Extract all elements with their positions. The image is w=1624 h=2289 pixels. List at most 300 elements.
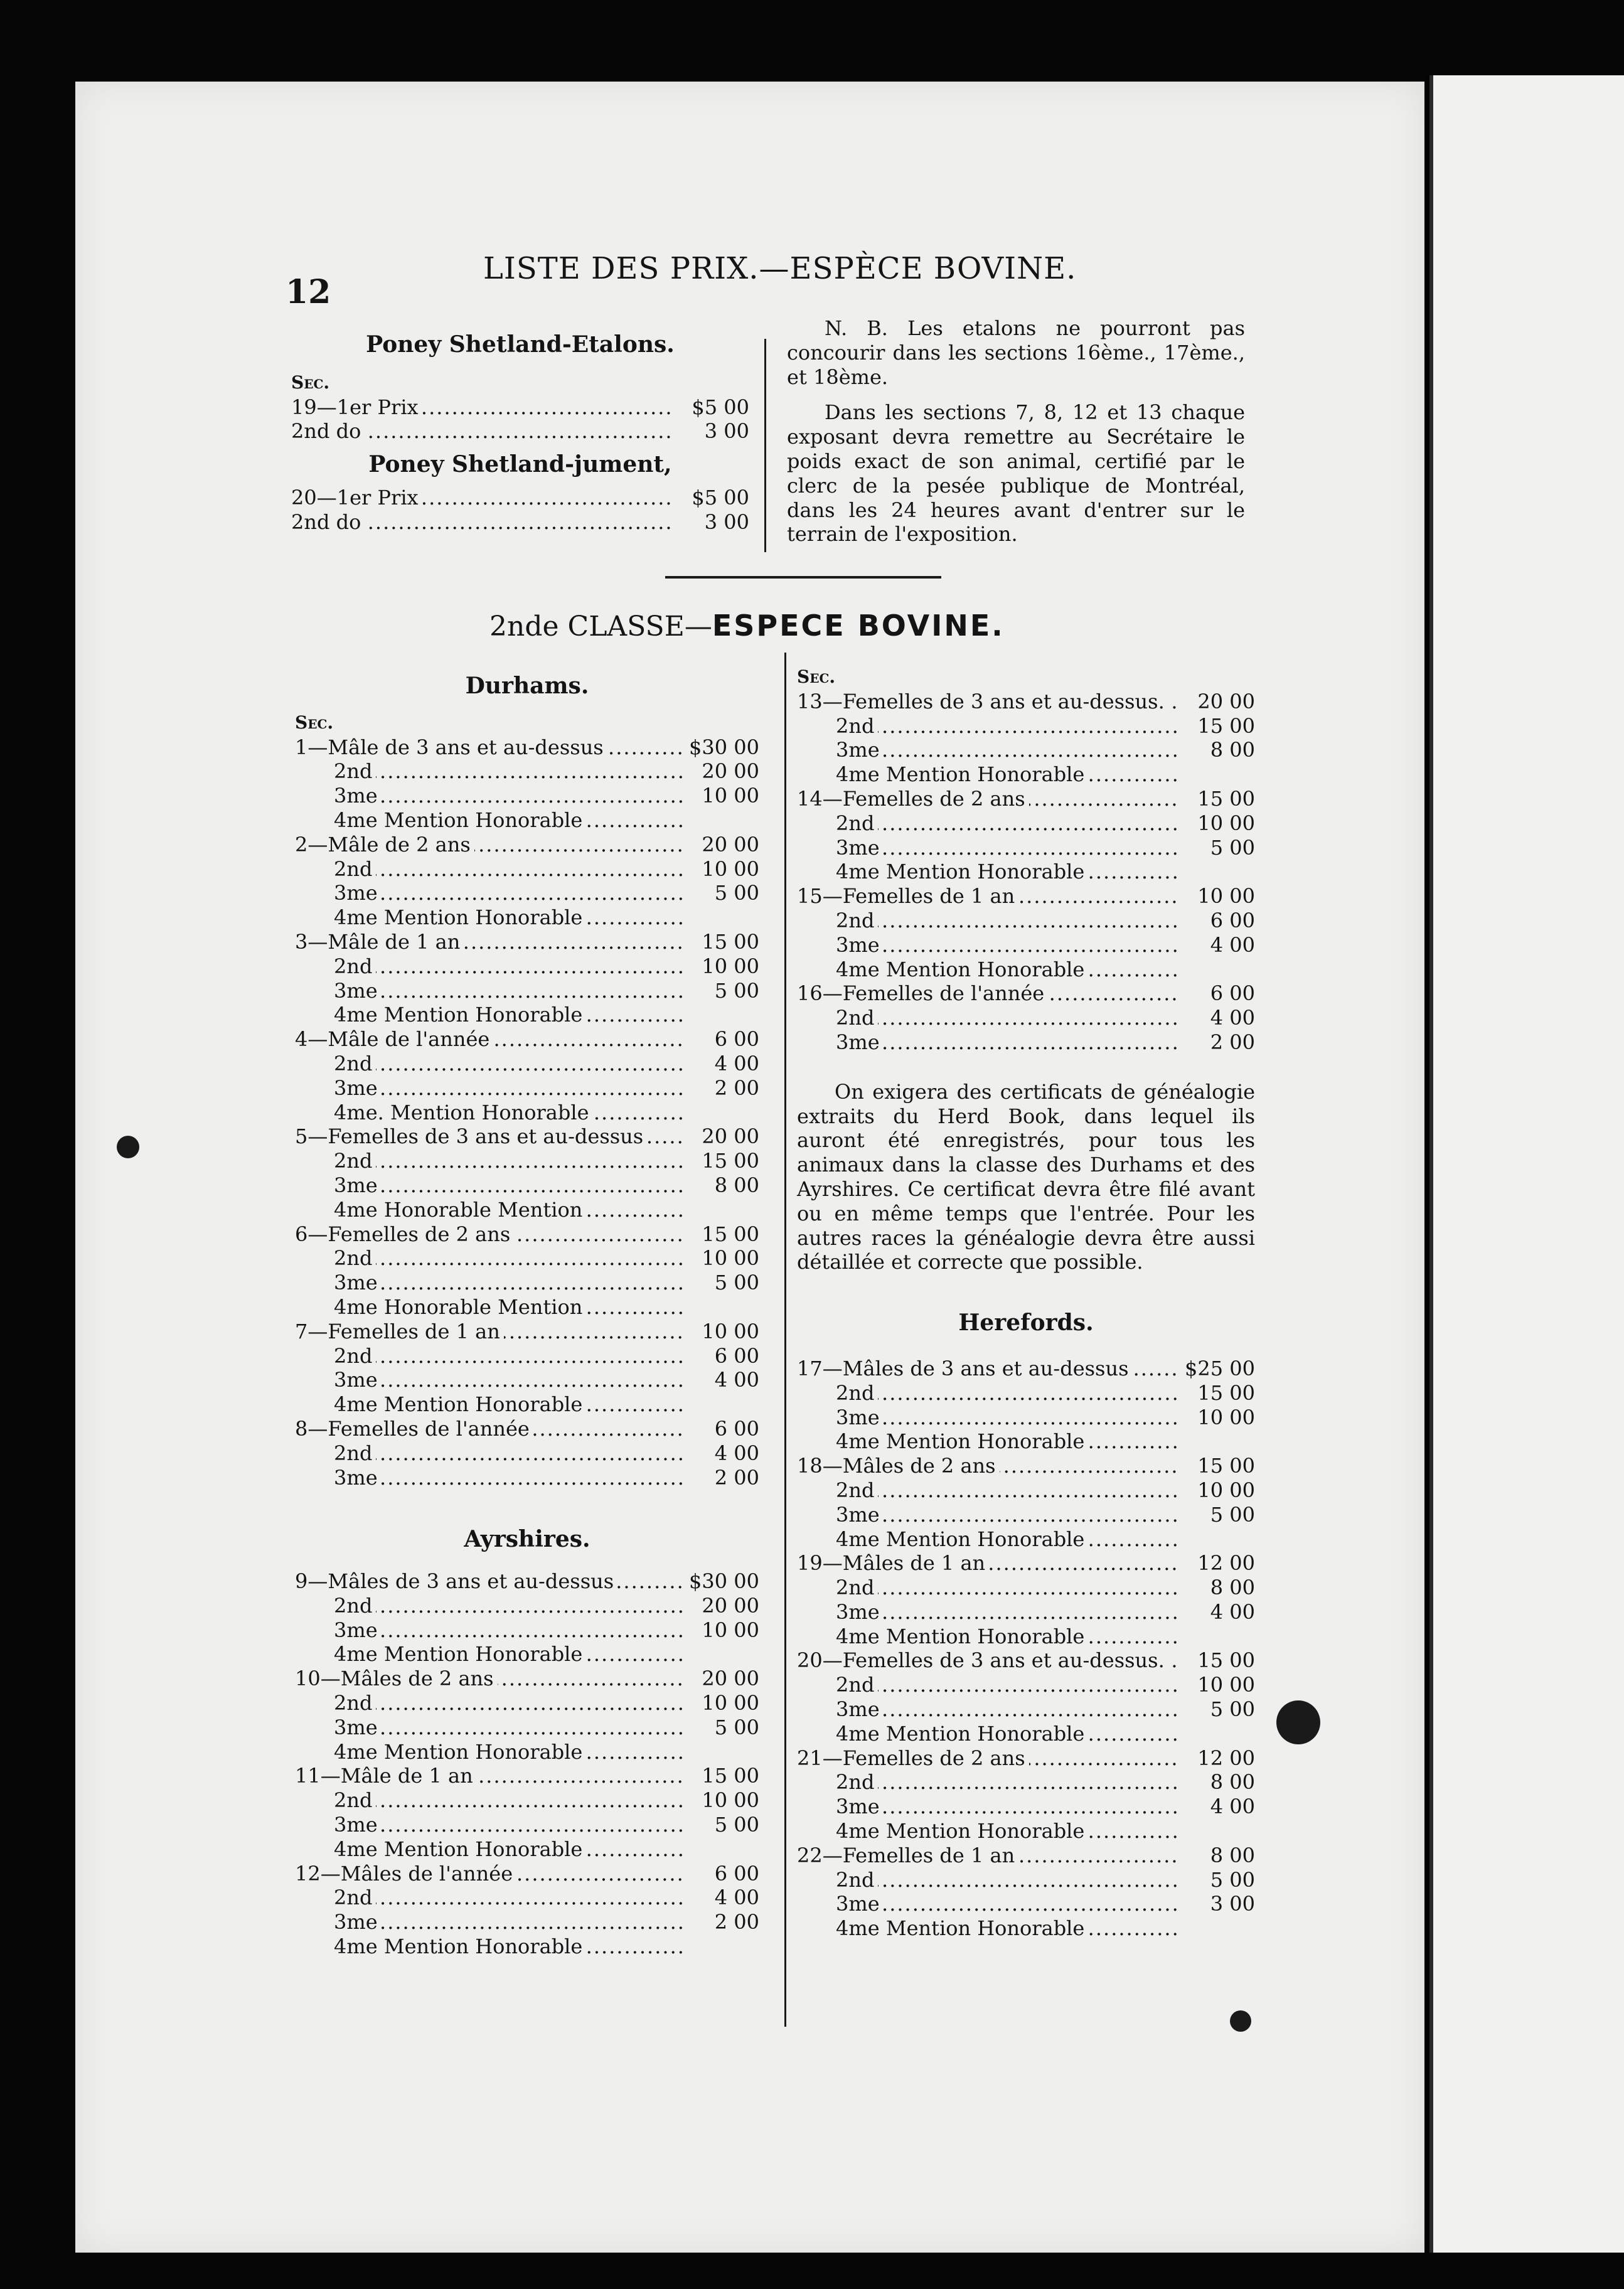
prize-row bbox=[797, 884, 1255, 909]
dot-leader bbox=[836, 1697, 1180, 1722]
dot-leader bbox=[334, 784, 684, 808]
prize-label: 8—Femelles de l'année bbox=[295, 1417, 533, 1441]
prize-row bbox=[291, 486, 749, 510]
prize-label: 16—Femelles de l'année bbox=[797, 981, 1048, 1006]
prize-label: 2nd bbox=[334, 1691, 376, 1715]
prize-row bbox=[797, 1868, 1255, 1892]
prize-row bbox=[797, 909, 1255, 933]
prize-row bbox=[797, 836, 1255, 860]
prize-row bbox=[295, 1101, 759, 1125]
prize-amount: 20 00 bbox=[702, 759, 759, 784]
prize-label: 6—Femelles de 2 ans bbox=[295, 1222, 514, 1247]
prize-row bbox=[295, 1027, 759, 1052]
dot-leader bbox=[836, 909, 1180, 933]
prize-row bbox=[797, 1843, 1255, 1868]
dot-leader bbox=[836, 1030, 1180, 1055]
prize-amount: 8 00 bbox=[1210, 1843, 1255, 1867]
prize-amount: $30 00 bbox=[689, 735, 759, 759]
prize-amount: 10 00 bbox=[1197, 1405, 1255, 1429]
prize-label: 3me bbox=[334, 1271, 382, 1295]
prize-label: 13—Femelles de 3 ans et au-dessus. bbox=[797, 690, 1168, 714]
prize-row bbox=[295, 1667, 759, 1691]
prize-label: 4me. Mention Honorable bbox=[334, 1101, 593, 1125]
dot-leader bbox=[836, 1381, 1180, 1406]
dot-leader bbox=[836, 1478, 1180, 1503]
prize-amount: 8 00 bbox=[1210, 1770, 1255, 1795]
dot-leader bbox=[836, 1673, 1180, 1697]
ayrshires-title: Ayrshires. bbox=[464, 1526, 590, 1553]
prize-label: 20—Femelles de 3 ans et au-dessus. bbox=[797, 1648, 1168, 1673]
prize-label: 5—Femelles de 3 ans et au-dessus bbox=[295, 1124, 647, 1149]
prize-amount: 5 00 bbox=[1210, 1502, 1255, 1527]
prize-amount: 5 00 bbox=[714, 978, 759, 1003]
prize-row bbox=[295, 1813, 759, 1837]
prize-row bbox=[797, 1648, 1255, 1673]
prize-amount: 20 00 bbox=[1197, 689, 1255, 713]
prize-amount: 10 00 bbox=[702, 954, 759, 978]
prize-amount: 5 00 bbox=[1210, 1697, 1255, 1722]
dot-leader bbox=[836, 1795, 1180, 1819]
prize-label: 3me bbox=[836, 1892, 884, 1916]
prize-label: 1—Mâle de 3 ans et au-dessus bbox=[295, 735, 607, 760]
prize-label: 4me Mention Honorable bbox=[334, 1642, 586, 1667]
dot-leader bbox=[334, 1271, 684, 1295]
prize-row bbox=[295, 905, 759, 930]
prize-row bbox=[295, 1222, 759, 1247]
column-divider-top bbox=[764, 339, 766, 552]
prize-amount: 4 00 bbox=[1210, 1599, 1255, 1624]
class-title bbox=[489, 609, 1005, 643]
prize-row bbox=[797, 690, 1255, 714]
prize-label: 3me bbox=[836, 1030, 884, 1055]
dot-leader bbox=[836, 1892, 1180, 1916]
prize-row bbox=[295, 1764, 759, 1788]
prize-amount: 4 00 bbox=[714, 1051, 759, 1075]
prize-row bbox=[797, 738, 1255, 762]
prize-label: 3me bbox=[836, 933, 884, 958]
prize-amount: 4 00 bbox=[1210, 932, 1255, 957]
prize-label: 3me bbox=[836, 738, 884, 762]
prize-row bbox=[295, 1246, 759, 1271]
prize-row bbox=[797, 860, 1255, 884]
prize-label: 4me Mention Honorable bbox=[836, 1722, 1088, 1746]
dot-leader bbox=[334, 1715, 684, 1740]
prize-amount: 20 00 bbox=[702, 1667, 759, 1691]
prize-row bbox=[295, 1618, 759, 1643]
prize-row bbox=[797, 1746, 1255, 1771]
prize-row bbox=[295, 930, 759, 954]
prize-amount: 15 00 bbox=[1197, 713, 1255, 738]
prize-label: 2nd do bbox=[291, 419, 365, 444]
prize-amount: 15 00 bbox=[702, 1764, 759, 1788]
prize-label: 7—Femelles de 1 an bbox=[295, 1320, 504, 1344]
prize-row bbox=[797, 1478, 1255, 1503]
dot-leader bbox=[334, 759, 684, 784]
note-nb: N. B. Les etalons ne pourront pas concourir dans les sections 16ème., 17ème., et 18ème. bbox=[787, 316, 1245, 389]
prize-label: 14—Femelles de 2 ans bbox=[797, 787, 1029, 811]
prize-row bbox=[797, 958, 1255, 982]
prize-amount: 2 00 bbox=[1210, 1030, 1255, 1054]
prize-amount: 5 00 bbox=[714, 881, 759, 905]
prize-row bbox=[295, 1052, 759, 1076]
prize-row bbox=[797, 1454, 1255, 1478]
prize-amount: 3 00 bbox=[704, 419, 749, 444]
dot-leader bbox=[334, 1886, 684, 1910]
prize-amount: 5 00 bbox=[1210, 835, 1255, 860]
prize-amount: 2 00 bbox=[714, 1465, 759, 1490]
prize-row bbox=[797, 1673, 1255, 1697]
prize-row bbox=[295, 1149, 759, 1173]
prize-row bbox=[295, 1392, 759, 1417]
prize-label: 17—Mâles de 3 ans et au-dessus bbox=[797, 1357, 1133, 1381]
prize-label: 2nd bbox=[334, 1246, 376, 1271]
prize-amount: 10 00 bbox=[1197, 884, 1255, 909]
prize-label: 2nd bbox=[836, 811, 878, 836]
prize-label: 2nd bbox=[334, 857, 376, 882]
prize-label: 2nd bbox=[836, 1381, 878, 1406]
prize-amount: 8 00 bbox=[1210, 1576, 1255, 1600]
sec-label: Sec. bbox=[295, 712, 334, 733]
prize-label: 2nd bbox=[334, 1788, 376, 1813]
prize-amount: 3 00 bbox=[1210, 1892, 1255, 1916]
prize-row bbox=[295, 759, 759, 784]
prize-label: 4me Mention Honorable bbox=[334, 1934, 586, 1959]
prize-amount: 2 00 bbox=[714, 1075, 759, 1100]
prize-amount: 15 00 bbox=[1197, 786, 1255, 811]
prize-amount: 20 00 bbox=[702, 832, 759, 856]
dot-leader bbox=[836, 1406, 1180, 1430]
dot-leader bbox=[334, 1246, 684, 1271]
prize-row bbox=[797, 1819, 1255, 1843]
prize-label: 2nd bbox=[836, 1576, 878, 1600]
facing-page-edge bbox=[1429, 75, 1624, 2253]
note-poids: Dans les sections 7, 8, 12 et 13 chaque exposant devra remettre au Secrétaire le poids exact de son animal, certifié par le clerc de la pesée publique de Montréal, dans les 24 heures avant d'entrer sur le terrain de l'exposition. bbox=[787, 400, 1245, 547]
prize-row bbox=[295, 808, 759, 833]
prize-row bbox=[295, 1715, 759, 1740]
prize-label: 11—Mâle de 1 an bbox=[295, 1764, 477, 1788]
prize-label: 4me Mention Honorable bbox=[836, 1429, 1088, 1454]
prize-row bbox=[797, 811, 1255, 836]
prize-label: 2nd do bbox=[291, 510, 365, 535]
prize-label: 4—Mâle de l'année bbox=[295, 1027, 493, 1052]
prize-row bbox=[797, 1770, 1255, 1795]
prize-amount: 12 00 bbox=[1197, 1746, 1255, 1770]
dot-leader bbox=[334, 1173, 684, 1198]
dot-leader bbox=[334, 1466, 684, 1490]
prize-row bbox=[797, 1916, 1255, 1941]
poney-jument-title: Poney Shetland-jument, bbox=[368, 451, 672, 478]
prize-label: 2nd bbox=[836, 1868, 878, 1892]
prize-amount: $5 00 bbox=[692, 485, 749, 510]
prize-row bbox=[295, 1466, 759, 1490]
prize-row bbox=[295, 784, 759, 808]
prize-row bbox=[797, 1795, 1255, 1819]
prize-amount: 4 00 bbox=[714, 1441, 759, 1465]
prize-label: 3me bbox=[334, 1813, 382, 1837]
prize-label: 4me Mention Honorable bbox=[836, 1527, 1088, 1552]
prize-row bbox=[797, 933, 1255, 958]
prize-row bbox=[295, 1344, 759, 1369]
prize-row bbox=[295, 881, 759, 905]
prize-label: 3me bbox=[836, 1697, 884, 1722]
prize-label: 3me bbox=[334, 1076, 382, 1101]
prize-label: 4me Honorable Mention bbox=[334, 1198, 586, 1222]
right-column bbox=[797, 665, 1255, 1941]
prize-label: 2nd bbox=[836, 909, 878, 933]
prize-row bbox=[291, 395, 749, 420]
prize-label: 10—Mâles de 2 ans bbox=[295, 1667, 498, 1691]
prize-row bbox=[295, 1368, 759, 1392]
prize-row bbox=[797, 1030, 1255, 1055]
dot-leader bbox=[836, 836, 1180, 860]
dot-leader bbox=[334, 857, 684, 882]
prize-row bbox=[797, 1503, 1255, 1527]
prize-row bbox=[797, 1697, 1255, 1722]
prize-amount: 15 00 bbox=[702, 929, 759, 954]
page-number: 12 bbox=[286, 273, 331, 311]
prize-label: 2nd bbox=[334, 954, 376, 979]
prize-row bbox=[797, 1551, 1255, 1576]
prize-amount: 8 00 bbox=[714, 1173, 759, 1197]
prize-row bbox=[295, 1910, 759, 1934]
prize-label: 3me bbox=[836, 1503, 884, 1527]
prize-amount: 4 00 bbox=[714, 1368, 759, 1392]
ink-blot-bottom bbox=[1230, 2010, 1251, 2032]
prize-row bbox=[797, 1429, 1255, 1454]
prize-label: 3me bbox=[334, 1368, 382, 1392]
prize-row bbox=[797, 1527, 1255, 1552]
prize-amount: 6 00 bbox=[714, 1861, 759, 1886]
prize-label: 18—Mâles de 2 ans bbox=[797, 1454, 1000, 1478]
prize-label: 4me Mention Honorable bbox=[836, 1625, 1088, 1649]
prize-amount: 20 00 bbox=[702, 1593, 759, 1618]
dot-leader bbox=[334, 881, 684, 905]
prize-amount: 15 00 bbox=[1197, 1380, 1255, 1405]
prize-amount: 6 00 bbox=[1210, 908, 1255, 932]
prize-amount: 10 00 bbox=[702, 1788, 759, 1813]
dot-leader bbox=[836, 1576, 1180, 1600]
prize-label: 2nd bbox=[334, 1344, 376, 1369]
prize-label: 4me Mention Honorable bbox=[334, 808, 586, 833]
dot-leader bbox=[836, 1503, 1180, 1527]
prize-label: 4me Mention Honorable bbox=[334, 1003, 586, 1027]
dot-leader bbox=[836, 933, 1180, 958]
prize-amount: 10 00 bbox=[702, 1618, 759, 1642]
prize-label: 2nd bbox=[836, 1006, 878, 1030]
prize-row bbox=[797, 1381, 1255, 1406]
prize-row bbox=[295, 857, 759, 882]
dot-leader bbox=[836, 811, 1180, 836]
prize-label: 20—1er Prix bbox=[291, 486, 422, 510]
dot-leader bbox=[334, 1594, 684, 1618]
prize-label: 3me bbox=[836, 1600, 884, 1625]
prize-label: 21—Femelles de 2 ans bbox=[797, 1746, 1029, 1771]
class-title-main: ESPECE BOVINE. bbox=[712, 609, 1005, 643]
prize-label: 4me Honorable Mention bbox=[334, 1295, 586, 1320]
prize-amount: 5 00 bbox=[714, 1271, 759, 1295]
prize-amount: 10 00 bbox=[702, 856, 759, 881]
dot-leader bbox=[334, 1813, 684, 1837]
prize-row bbox=[295, 1320, 759, 1344]
prize-label: 19—Mâles de 1 an bbox=[797, 1551, 989, 1576]
dot-leader bbox=[836, 1600, 1180, 1625]
prize-amount: $25 00 bbox=[1185, 1356, 1255, 1380]
dot-leader bbox=[334, 1910, 684, 1934]
prize-amount: 12 00 bbox=[1197, 1551, 1255, 1576]
sec-label: Sec. bbox=[291, 371, 330, 393]
prize-row bbox=[295, 1740, 759, 1764]
prize-label: 2nd bbox=[334, 1886, 376, 1910]
prize-amount: 2 00 bbox=[714, 1910, 759, 1934]
ink-blot-left bbox=[117, 1136, 139, 1158]
prize-amount: 15 00 bbox=[702, 1149, 759, 1173]
herefords-title: Herefords. bbox=[958, 1310, 1094, 1337]
dot-leader bbox=[836, 738, 1180, 762]
prize-label: 2nd bbox=[836, 1770, 878, 1795]
prize-amount: 6 00 bbox=[1210, 981, 1255, 1006]
prize-label: 3me bbox=[334, 784, 382, 808]
prize-amount: 3 00 bbox=[704, 510, 749, 534]
prize-amount: 4 00 bbox=[1210, 1006, 1255, 1030]
poney-section bbox=[291, 333, 749, 535]
prize-amount: 4 00 bbox=[714, 1886, 759, 1910]
prize-label: 4me Mention Honorable bbox=[836, 1916, 1088, 1941]
prize-amount: 4 00 bbox=[1210, 1795, 1255, 1819]
prize-label: 3me bbox=[334, 1618, 382, 1643]
prize-row bbox=[797, 762, 1255, 787]
prize-label: 2—Mâle de 2 ans bbox=[295, 833, 474, 857]
prize-label: 4me Mention Honorable bbox=[334, 1837, 586, 1862]
prize-label: 2nd bbox=[334, 759, 376, 784]
prize-amount: 10 00 bbox=[1197, 1478, 1255, 1502]
prize-row bbox=[291, 510, 749, 535]
genealogy-note: On exigera des certificats de généalogie extraits du Herd Book, dans lequel ils auront été enregistrés, pour tous les animaux dans la classe des Durhams et des Ayrshires. Ce certificat devra être filé avant ou en même temps que l'entrée. Pour les autres races la généalogie devra être aussi détaillée et correcte que possible. bbox=[797, 1079, 1255, 1274]
prize-row bbox=[797, 1006, 1255, 1030]
prize-label: 2nd bbox=[334, 1441, 376, 1466]
prize-row bbox=[797, 714, 1255, 739]
dot-leader bbox=[836, 1006, 1180, 1030]
prize-row bbox=[295, 1788, 759, 1813]
column-divider-main bbox=[784, 653, 786, 2027]
prize-row bbox=[295, 1569, 759, 1594]
dot-leader bbox=[836, 714, 1180, 739]
prize-row bbox=[797, 1357, 1255, 1381]
prize-label: 4me Mention Honorable bbox=[836, 762, 1088, 787]
prize-row bbox=[295, 979, 759, 1003]
dot-leader bbox=[334, 1788, 684, 1813]
prize-row bbox=[295, 1837, 759, 1862]
prize-row bbox=[797, 1892, 1255, 1916]
prize-amount: 6 00 bbox=[714, 1027, 759, 1052]
prize-row bbox=[797, 1722, 1255, 1746]
sec-label: Sec. bbox=[797, 666, 836, 687]
prize-row bbox=[295, 1271, 759, 1295]
prize-label: 22—Femelles de 1 an bbox=[797, 1843, 1018, 1868]
prize-row bbox=[295, 1124, 759, 1149]
section-rule bbox=[665, 576, 941, 579]
prize-label: 3me bbox=[334, 1715, 382, 1740]
dot-leader bbox=[334, 1076, 684, 1101]
dot-leader bbox=[334, 1149, 684, 1173]
prize-row bbox=[295, 1173, 759, 1198]
page-header: LISTE DES PRIX.—ESPÈCE BOVINE. bbox=[483, 251, 1077, 286]
prize-label: 3me bbox=[836, 1406, 884, 1430]
prize-label: 3me bbox=[334, 1173, 382, 1198]
prize-amount: 20 00 bbox=[702, 1124, 759, 1149]
prize-label: 2nd bbox=[836, 1673, 878, 1697]
prize-label: 3me bbox=[836, 836, 884, 860]
prize-amount: 6 00 bbox=[714, 1343, 759, 1368]
prize-label: 19—1er Prix bbox=[291, 395, 422, 420]
prize-row bbox=[797, 981, 1255, 1006]
prize-amount: 5 00 bbox=[714, 1813, 759, 1837]
dot-leader bbox=[836, 1770, 1180, 1795]
dot-leader bbox=[334, 1441, 684, 1466]
prize-label: 4me Mention Honorable bbox=[334, 1392, 586, 1417]
prize-label: 4me Mention Honorable bbox=[836, 860, 1088, 884]
prize-row bbox=[295, 1417, 759, 1441]
prize-label: 2nd bbox=[836, 714, 878, 739]
prize-row bbox=[295, 1076, 759, 1101]
prize-amount: 10 00 bbox=[1197, 1673, 1255, 1697]
prize-amount: 15 00 bbox=[702, 1222, 759, 1246]
prize-row bbox=[295, 1642, 759, 1667]
dot-leader bbox=[334, 1368, 684, 1392]
prize-label: 4me Mention Honorable bbox=[836, 1819, 1088, 1843]
prize-row bbox=[797, 1625, 1255, 1649]
prize-label: 3me bbox=[836, 1795, 884, 1819]
prize-label: 12—Mâles de l'année bbox=[295, 1862, 516, 1886]
prize-row bbox=[797, 787, 1255, 811]
prize-row bbox=[295, 1862, 759, 1886]
poney-etalons-title: Poney Shetland-Etalons. bbox=[366, 331, 675, 358]
prize-row bbox=[797, 1406, 1255, 1430]
prize-label: 3me bbox=[334, 1910, 382, 1934]
prize-row bbox=[295, 735, 759, 760]
prize-row bbox=[797, 1576, 1255, 1600]
durhams-title: Durhams. bbox=[465, 673, 589, 699]
prize-amount: 10 00 bbox=[1197, 811, 1255, 835]
prize-label: 3me bbox=[334, 1466, 382, 1490]
dot-leader bbox=[334, 1052, 684, 1076]
dot-leader bbox=[334, 1344, 684, 1369]
poney-notes bbox=[787, 316, 1245, 558]
prize-row bbox=[295, 1198, 759, 1222]
left-column bbox=[295, 665, 759, 1959]
prize-label: 2nd bbox=[836, 1478, 878, 1503]
prize-row bbox=[295, 1691, 759, 1715]
prize-amount: 15 00 bbox=[1197, 1648, 1255, 1673]
prize-amount: 10 00 bbox=[702, 1691, 759, 1715]
prize-row bbox=[295, 833, 759, 857]
prize-label: 3—Mâle de 1 an bbox=[295, 930, 464, 954]
prize-row bbox=[797, 1600, 1255, 1625]
prize-label: 4me Mention Honorable bbox=[334, 905, 586, 930]
prize-row bbox=[295, 1441, 759, 1466]
prize-row bbox=[295, 954, 759, 979]
prize-label: 3me bbox=[334, 881, 382, 905]
prize-row bbox=[295, 1594, 759, 1618]
prize-amount: 10 00 bbox=[702, 784, 759, 808]
prize-label: 15—Femelles de 1 an bbox=[797, 884, 1018, 909]
prize-amount: 5 00 bbox=[1210, 1867, 1255, 1892]
prize-amount: $5 00 bbox=[692, 395, 749, 419]
prize-label: 4me Mention Honorable bbox=[836, 958, 1088, 982]
prize-row bbox=[291, 419, 749, 444]
prize-label: 9—Mâles de 3 ans et au-dessus bbox=[295, 1569, 617, 1594]
prize-label: 4me Mention Honorable bbox=[334, 1740, 586, 1764]
ink-blot-right bbox=[1276, 1700, 1320, 1744]
